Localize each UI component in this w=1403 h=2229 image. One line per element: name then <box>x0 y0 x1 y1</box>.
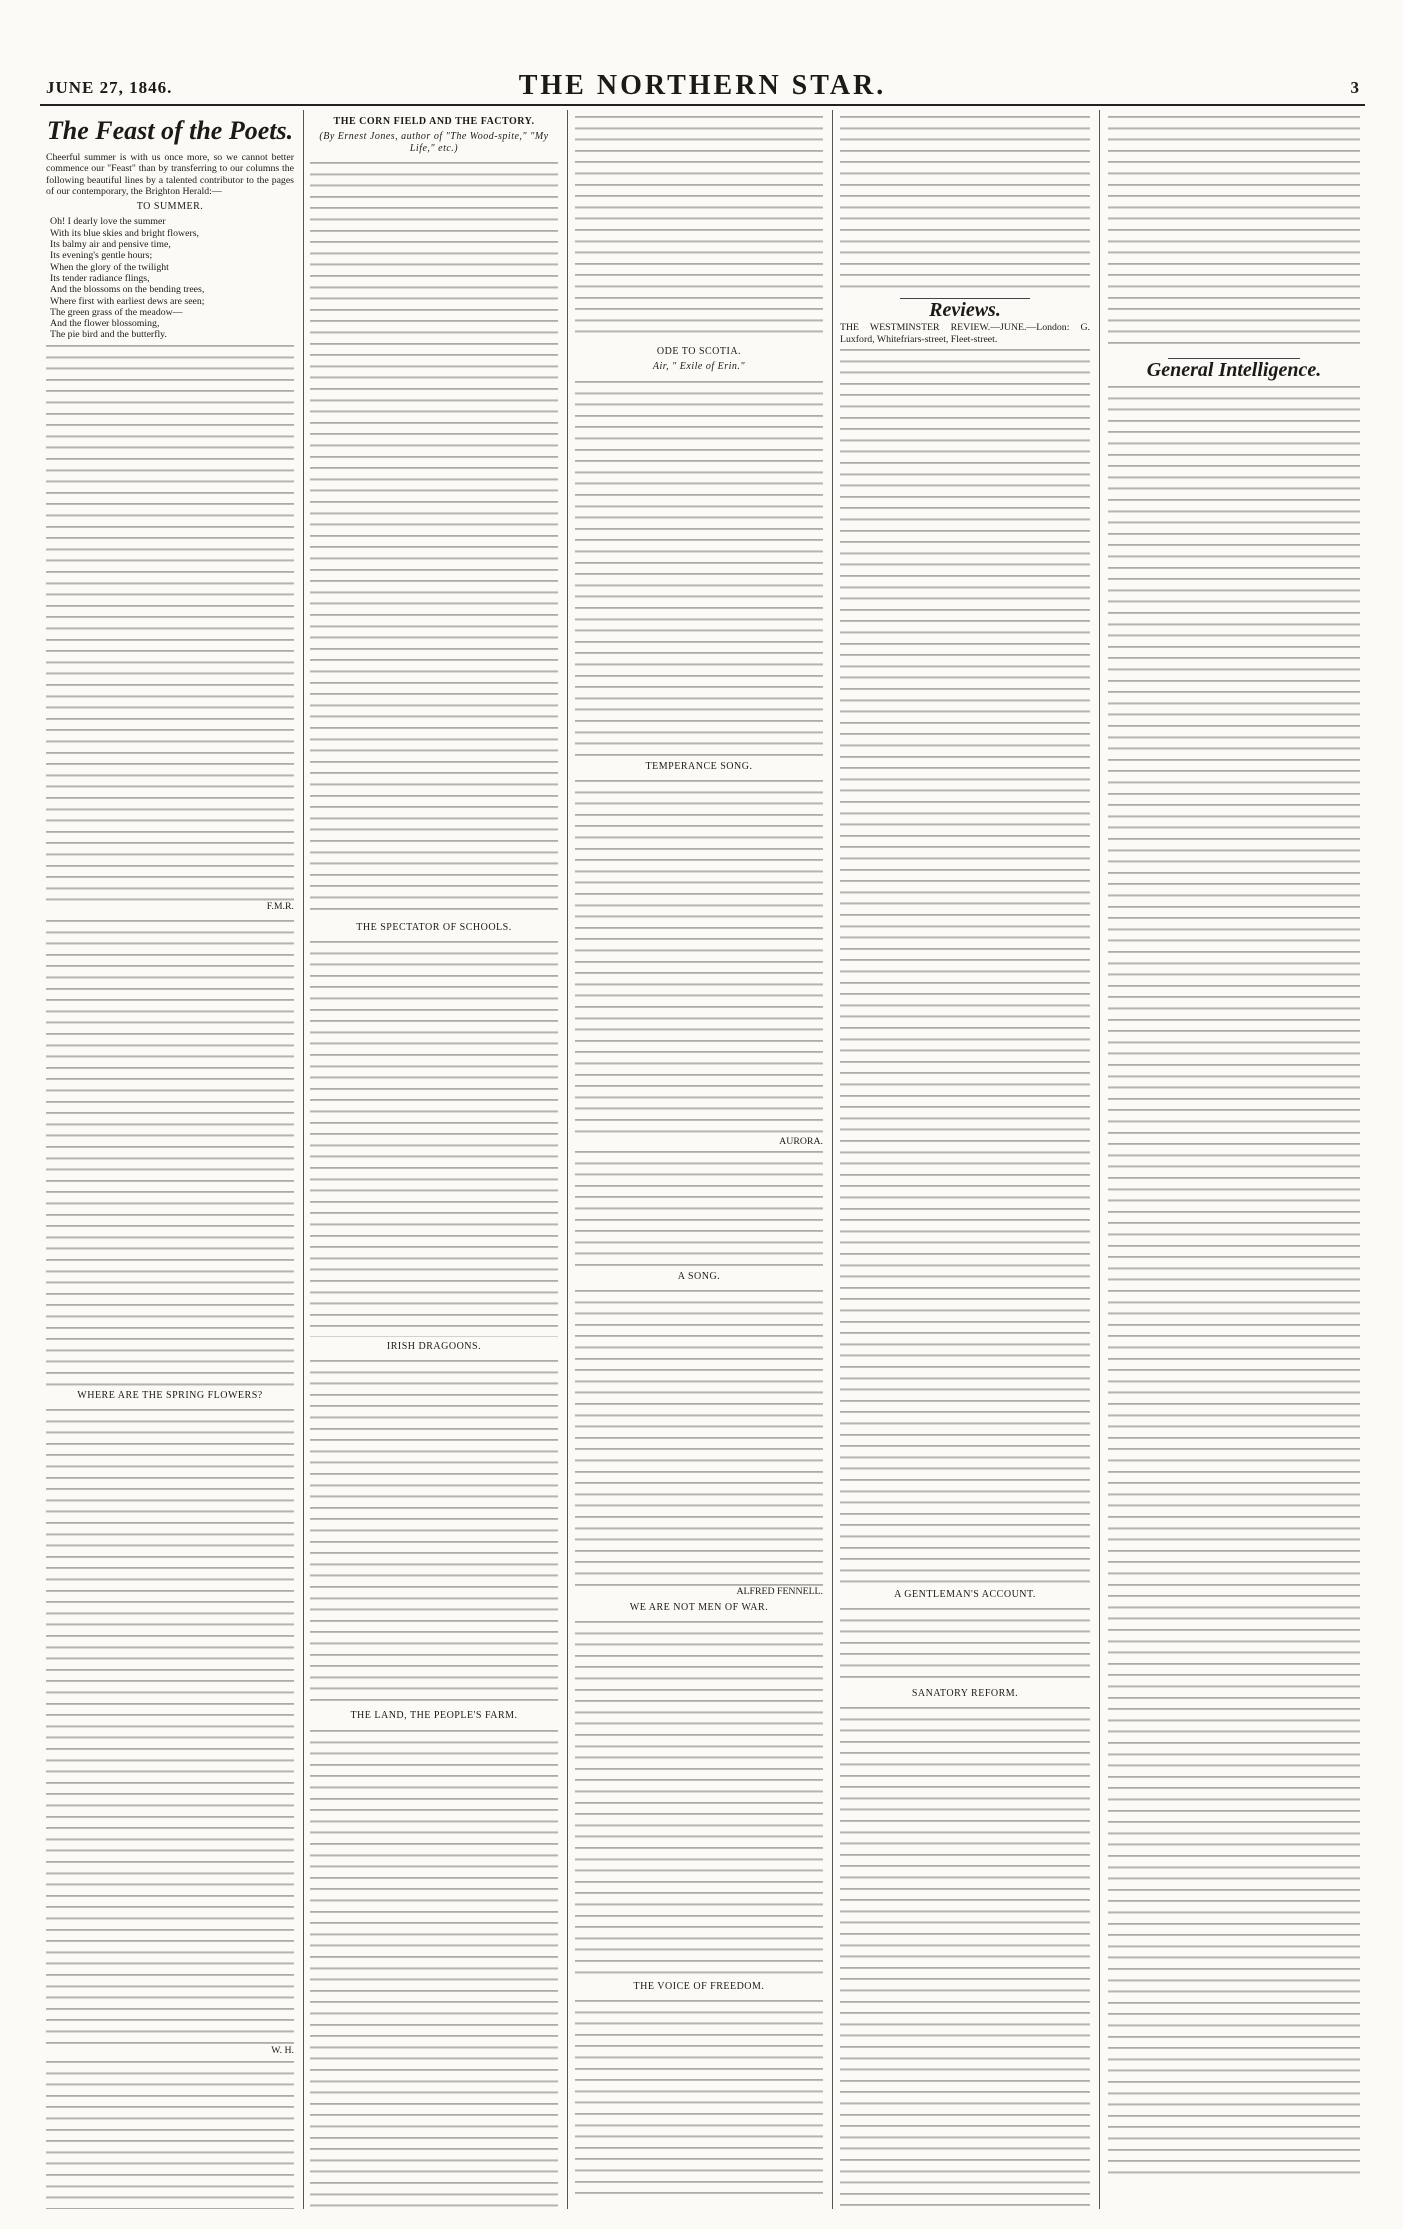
poem-line: The green grass of the meadow— <box>50 306 183 318</box>
poem-title: WE ARE NOT MEN OF WAR. <box>629 1601 769 1613</box>
poem-initials: F.M.R. <box>266 900 294 912</box>
body-text-block <box>575 377 823 757</box>
poem-title: ODE TO SCOTIA. <box>656 346 742 357</box>
body-text-block <box>1108 112 1360 352</box>
poem-title: WHERE ARE THE SPRING FLOWERS? <box>77 1390 263 1402</box>
body-text-block <box>840 1703 1090 2209</box>
body-text-block <box>575 776 823 1136</box>
poem-title: A SONG. <box>677 1271 721 1283</box>
masthead <box>40 44 1365 102</box>
body-text-block <box>575 1617 823 1977</box>
column-1 <box>46 112 294 2209</box>
section-heading-reviews: Reviews. <box>929 299 1001 321</box>
column-divider <box>1099 110 1100 2209</box>
body-text-block <box>575 1996 823 2196</box>
column-divider <box>303 110 304 2209</box>
poem-line: Its balmy air and pensive time, <box>50 239 171 251</box>
section-title: THE LAND, THE PEOPLE'S FARM. <box>350 1710 518 1722</box>
poem-line: Its evening's gentle hours; <box>50 250 153 262</box>
body-text-block <box>46 916 294 1386</box>
byline: (By Ernest Jones, author of "The Wood-spite," "My Life," etc.) <box>319 131 549 154</box>
section-heading-general-intelligence: General Intelligence. <box>1146 359 1322 381</box>
body-text-block <box>310 937 558 1337</box>
poem-signature: ALFRED FENNELL. <box>736 1586 823 1598</box>
column-divider <box>832 110 833 2209</box>
poem-line: When the glory of the twilight <box>50 261 169 273</box>
body-text-block <box>840 112 1090 292</box>
body-text-block <box>46 2057 294 2209</box>
section-title: SANATORY REFORM. <box>911 1688 1019 1700</box>
poem-signature: AURORA. <box>779 1135 823 1147</box>
poem-title: TO SUMMER. <box>136 201 204 213</box>
column-3 <box>575 112 823 2209</box>
poem-title: THE CORN FIELD AND THE FACTORY. <box>333 116 535 127</box>
poem-body <box>46 216 294 340</box>
issue-date: JUNE 27, 1846. <box>46 78 173 97</box>
body-text-block <box>46 341 294 901</box>
poem-title: TEMPERANCE SONG. <box>645 760 753 772</box>
poem-line: And the blossoms on the bending trees, <box>50 284 205 296</box>
body-text-block <box>575 1147 823 1267</box>
poem-line: Where first with earliest dews are seen; <box>50 295 205 307</box>
poem-signature: W. H. <box>271 2045 294 2057</box>
intro-paragraph: Cheerful summer is with us once more, so we cannot better commence our "Feast" than by transferring to our columns the following beautiful lines by a talented contributor to the pages of our contemporary, the Brighton Herald:— <box>46 152 294 197</box>
review-title: THE WESTMINSTER REVIEW.—JUNE.—London: G. Luxford, Whitefriars-street, Fleet-street. <box>840 322 1090 345</box>
body-text-block <box>840 1604 1090 1684</box>
body-text-block <box>310 158 558 918</box>
section-heading-poets: The Feast of the Poets. <box>46 116 294 145</box>
section-title: A GENTLEMAN'S ACCOUNT. <box>894 1588 1036 1600</box>
poem-line: With its blue skies and bright flowers, <box>50 227 199 239</box>
column-5 <box>1108 112 1360 2209</box>
poem-line: Its tender radiance flings, <box>50 272 150 284</box>
newspaper-title: THE NORTHERN STAR. <box>518 70 887 101</box>
section-title: IRISH DRAGOONS. <box>386 1341 482 1353</box>
poem-line: Oh! I dearly love the summer <box>50 216 166 228</box>
body-text-block <box>310 1356 558 1706</box>
body-text-block <box>310 1726 558 2209</box>
section-title: THE SPECTATOR OF SCHOOLS. <box>356 921 512 933</box>
body-text-block <box>575 112 823 342</box>
body-text-block <box>46 1405 294 2045</box>
header-rule <box>40 104 1365 106</box>
poem-subtitle: Air, " Exile of Erin." <box>652 361 746 373</box>
column-2 <box>310 112 558 2209</box>
page-number: 3 <box>1350 78 1359 97</box>
poem-line: The pie bird and the butterfly. <box>50 329 167 341</box>
body-text-block <box>575 1286 823 1586</box>
column-divider <box>567 110 568 2209</box>
poem-title: THE VOICE OF FREEDOM. <box>633 1981 765 1993</box>
body-text-block <box>1108 382 1360 2182</box>
body-text-block <box>840 345 1090 1585</box>
column-4 <box>840 112 1090 2209</box>
poem-line: And the flower blossoming, <box>50 318 160 330</box>
